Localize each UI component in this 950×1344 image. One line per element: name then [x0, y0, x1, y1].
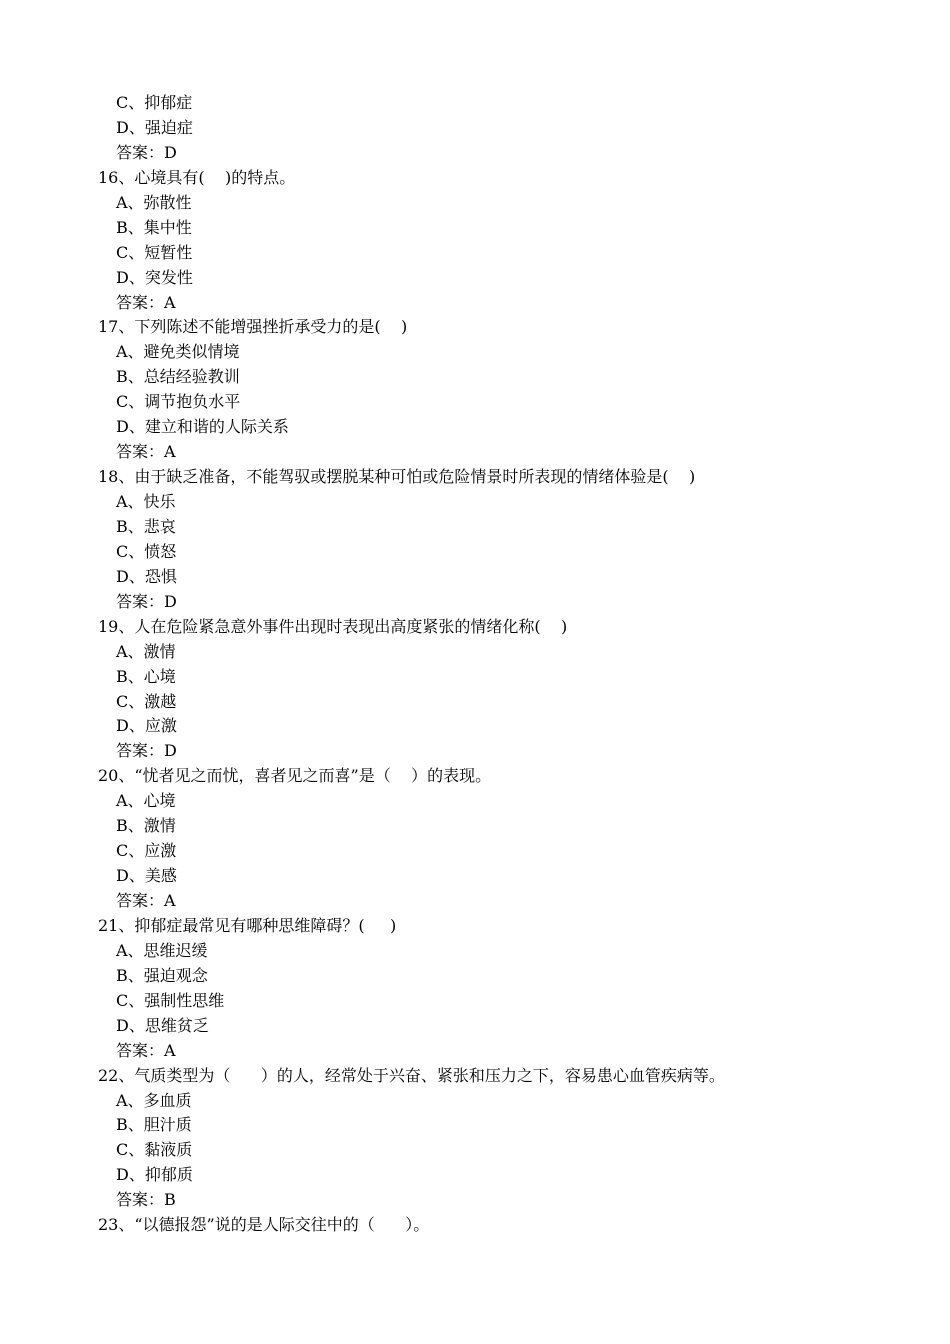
document-body: [0, 91, 950, 1238]
question-text: 22、气质类型为（ ）的人，经常处于兴奋、紧张和压力之下，容易患心血管疾病等。: [98, 1065, 725, 1085]
option-text: D、抑郁质: [116, 1165, 193, 1185]
option-text: A、快乐: [116, 492, 176, 511]
option-text: C、激越: [116, 691, 177, 711]
option-text: A、激情: [116, 641, 176, 661]
option-text: B、胆汁质: [116, 1115, 192, 1135]
question-text: 19、人在危险紧急意外事件出现时表现出高度紧张的情绪化称( ): [98, 616, 568, 636]
question-text: 18、由于缺乏准备，不能驾驭或摆脱某种可怕或危险情景时所表现的情绪体验是( ): [98, 467, 696, 487]
answer-text: 答案：A: [116, 1040, 176, 1060]
option-text: C、黏液质: [116, 1140, 193, 1160]
option-text: D、应激: [116, 716, 177, 736]
question-text: 16、心境具有( )的特点。: [98, 167, 296, 187]
question-text: 20、“忧者见之而忧，喜者见之而喜”是（ ）的表现。: [98, 766, 492, 786]
option-text: D、思维贫乏: [116, 1015, 209, 1035]
answer-text: 答案：D: [116, 591, 177, 611]
option-text: C、短暂性: [116, 242, 193, 262]
option-text: B、总结经验教训: [116, 367, 240, 387]
option-text: A、多血质: [116, 1090, 192, 1110]
option-text: D、美感: [116, 866, 177, 886]
answer-text: 答案：D: [116, 142, 177, 162]
question-text: 17、下列陈述不能增强挫折承受力的是( ): [98, 317, 408, 337]
option-text: C、愤怒: [116, 541, 177, 561]
option-text: C、调节抱负水平: [116, 392, 241, 412]
option-text: C、强制性思维: [116, 990, 225, 1010]
option-text: A、弥散性: [116, 192, 192, 212]
answer-text: 答案：A: [116, 292, 176, 312]
option-text: A、避免类似情境: [116, 342, 240, 362]
answer-text: 答案：A: [116, 442, 176, 462]
option-text: D、建立和谐的人际关系: [116, 417, 289, 437]
option-text: D、突发性: [116, 267, 193, 287]
option-text: A、心境: [116, 791, 176, 811]
option-text: C、应激: [116, 841, 177, 861]
option-text: D、强迫症: [116, 117, 193, 137]
option-text: A、思维迟缓: [116, 940, 208, 960]
question-text: 21、抑郁症最常见有哪种思维障碍？( ): [98, 915, 397, 935]
option-text: B、集中性: [116, 217, 192, 237]
option-text: B、强迫观念: [116, 965, 208, 985]
answer-text: 答案：B: [116, 1190, 176, 1210]
answer-text: 答案：D: [116, 741, 177, 761]
option-text: B、悲哀: [116, 516, 176, 536]
option-text: C、抑郁症: [116, 93, 193, 112]
option-text: B、激情: [116, 816, 176, 836]
answer-text: 答案：A: [116, 891, 176, 910]
option-text: B、心境: [116, 666, 176, 686]
option-text: D、恐惧: [116, 566, 177, 586]
question-text: 23、“以德报怨”说的是人际交往中的（ ）。: [98, 1215, 430, 1235]
